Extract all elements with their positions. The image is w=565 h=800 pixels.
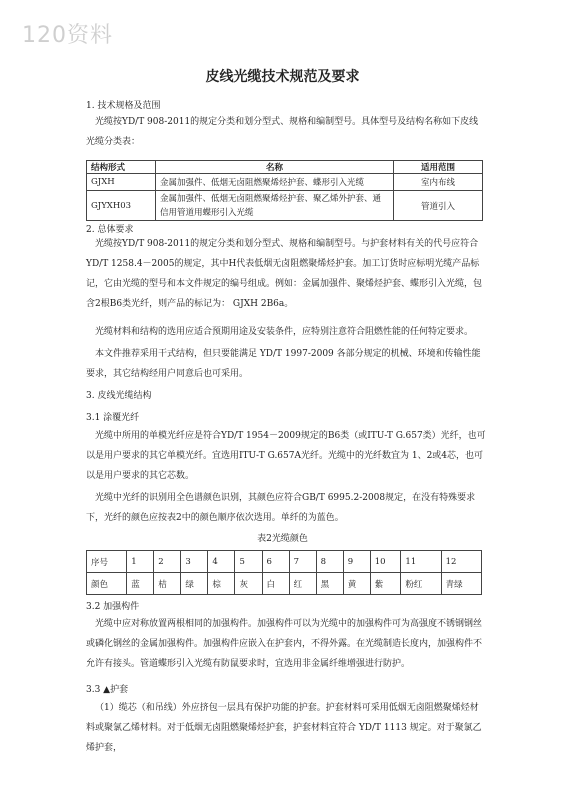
table-cell: 棕: [208, 573, 235, 595]
subsection-3-1-heading: 3.1 涂覆光纤: [86, 413, 140, 423]
table-header: 结构形式: [87, 161, 156, 174]
table-header-row: [87, 161, 483, 174]
table-cell: 黑: [316, 573, 343, 595]
section-3-1-paragraph-1: 光缆中所用的单模光纤应是符合YD/T 1954－2009规定的B6类（或ITU-T G.657类）光纤，也可以是用户要求的其它单模光纤。宜选用ITU-T G.657A光纤。光缆中的光纤数宜为 1、2或4芯，也可以是用户要求的其它芯数。: [86, 431, 486, 481]
section-2-paragraph-1: 光缆按YD/T 908-2011的规定分类和划分型式、规格和编制型号。与护套材料有关的代号应符合YD/T 1258.4－2005的规定，其中H代表低烟无卤阻燃聚烯烃护套。加工订货时应标明光缆产品标记，它由光缆的型号和本文件规定的编号组成。例如：金属加强件、聚烯烃护套、蝶形引入光缆，包含2根B6类光纤，则产品的标记为： GJXH 2B6a。: [86, 239, 483, 309]
table-cell: 黄: [343, 573, 370, 595]
table-cell: GJYXH03: [87, 191, 156, 221]
subsection-3-2-heading: 3.2 加强构件: [86, 602, 140, 612]
table-cell: 灰: [235, 573, 262, 595]
section-3-3-paragraph: （1）缆芯（和吊线）外应挤包一层具有保护功能的护套。护套材料可采用低烟无卤阻燃聚烯烃材料或聚氯乙烯材料。对于低烟无卤阻燃聚烯烃护套，护套材料宜符合 YD/T 1113 规定。对于聚氯乙烯护套，: [86, 703, 482, 753]
section-3-heading: 3. 皮线光缆结构: [86, 391, 152, 401]
subsection-3-3-heading: 3.3 ▲护套: [86, 685, 129, 695]
section-2-heading: 2. 总体要求: [86, 225, 134, 235]
table-cell: 5: [235, 551, 262, 573]
section-2-paragraph-2: 光缆材料和结构的选用应适合预期用途及安装条件，应特别注意符合阻燃性能的任何特定要求。: [95, 327, 474, 337]
table-cell: 青绿: [441, 573, 481, 595]
watermark: 120资料: [22, 23, 113, 48]
section-3-1-paragraph-2: 光缆中光纤的识别用全色谱颜色识别，其颜色应符合GB/T 6995.2-2008规定，在没有特殊要求下，光纤的颜色应按表2中的颜色顺序依次选用。单纤的为蓝色。: [86, 493, 476, 523]
table-cell: 10: [370, 551, 401, 573]
table-cell: 3: [181, 551, 208, 573]
table-cell: 12: [441, 551, 481, 573]
cable-classification-table: [86, 160, 483, 221]
table-header: 适用范围: [394, 161, 483, 174]
table-row: [87, 573, 482, 595]
table-cell: 白: [262, 573, 289, 595]
table-row: [87, 551, 482, 573]
section-2-paragraph-3: 本文件推荐采用干式结构，但只要能满足 YD/T 1997-2009 各部分规定的机械、环境和传输性能要求，其它结构经用户同意后也可采用。: [86, 349, 481, 379]
table-cell: 管道引入: [394, 191, 483, 221]
table-cell: 绿: [181, 573, 208, 595]
table-cell: 粉红: [401, 573, 441, 595]
table-cell: 1: [127, 551, 154, 573]
table-cell: 6: [262, 551, 289, 573]
table-row: [87, 191, 483, 221]
table-cell: 9: [343, 551, 370, 573]
section-3-2-paragraph: 光缆中应对称放置两根相同的加强构件。加强构件可以为光缆中的加强构件可为高强度不锈钢钢丝或磷化钢丝的金属加强构件。加强构件应嵌入在护套内，不得外露。在光缆制造长度内，加强构件不允许有接头。管道蝶形引入光缆有防鼠要求时，宜选用非金属纤维增强进行防护。: [86, 619, 483, 669]
fiber-color-table: [86, 550, 482, 595]
table-cell: 桔: [154, 573, 181, 595]
table-cell: 8: [316, 551, 343, 573]
section-1-heading: 1. 技术规格及范围: [86, 101, 161, 111]
table-row: [87, 174, 483, 191]
table-cell: 室内布线: [394, 174, 483, 191]
table-cell: 金属加强件、低烟无卤阻燃聚烯烃护套、蝶形引入光缆: [156, 174, 394, 191]
table-cell: 11: [401, 551, 441, 573]
table-cell: 7: [289, 551, 316, 573]
document-title: 皮线光缆技术规范及要求: [205, 69, 360, 85]
table-cell: 金属加强件、低烟无卤阻燃聚烯烃护套、聚乙烯外护套、通信用管道用蝶形引入光缆: [156, 191, 394, 221]
table-cell: 红: [289, 573, 316, 595]
table-cell: 4: [208, 551, 235, 573]
table-cell: 蓝: [127, 573, 154, 595]
table-cell: 颜色: [87, 573, 127, 595]
table-cell: 紫: [370, 573, 401, 595]
section-1-paragraph: 光缆按YD/T 908-2011的规定分类和划分型式、规格和编制型号。具体型号及结构名称如下皮线光缆分类表：: [86, 117, 479, 147]
table-cell: 2: [154, 551, 181, 573]
table-cell: 序号: [87, 551, 127, 573]
table-header: 名称: [156, 161, 394, 174]
table-cell: GJXH: [87, 174, 156, 191]
table-2-caption: 表2光缆颜色: [257, 534, 308, 544]
